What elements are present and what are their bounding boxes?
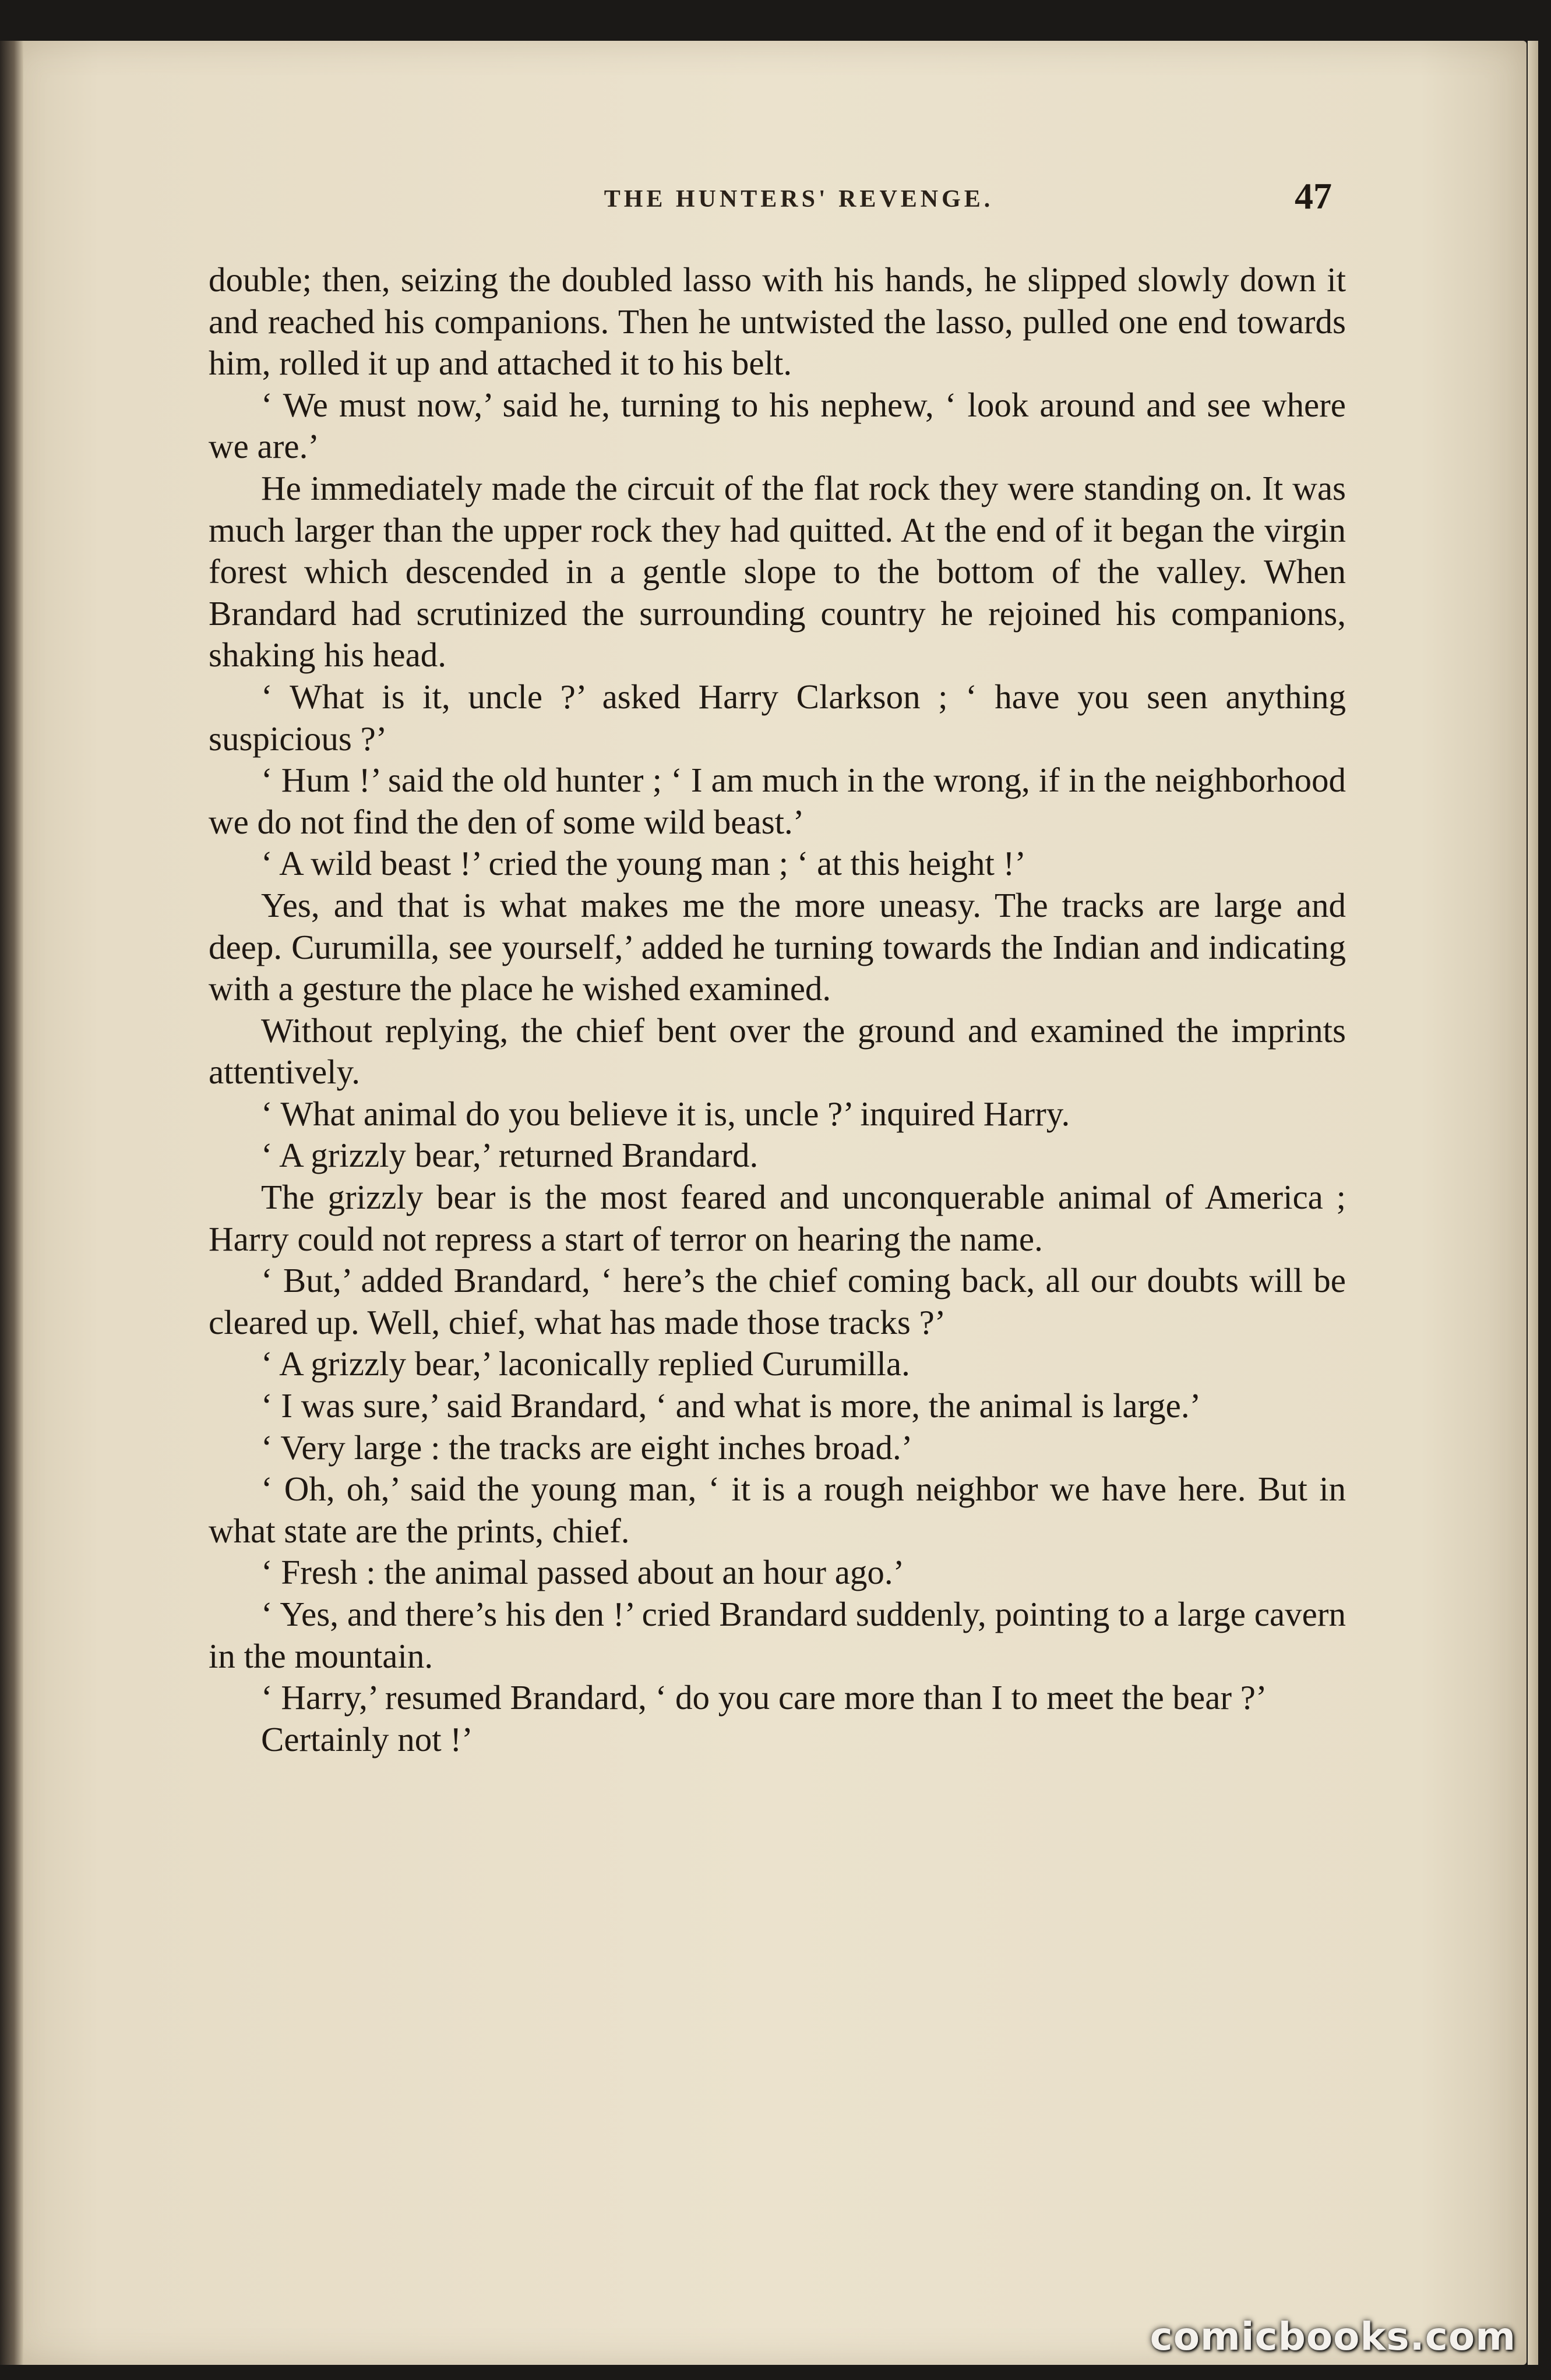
running-title: THE HUNTERS' REVENGE. [604,186,994,213]
paragraph: Yes, and that is what makes me the more uneasy. The tracks are large and deep. Curumilla, see yourself,’ added he turning towards the Indian and indicating with a gesture the place he wished examined. [209,885,1346,1008]
paragraph: Certainly not !’ [261,1719,473,1758]
paragraph: ‘ Fresh : the animal passed about an hour ago.’ [261,1553,905,1592]
watermark: comicbooks.com [1150,2314,1516,2359]
paragraph: ‘ I was sure,’ said Brandard, ‘ and what is more, the animal is large.’ [261,1386,1201,1425]
page-edge [1528,41,1538,2365]
paragraph: ‘ A grizzly bear,’ returned Brandard. [261,1136,759,1175]
book-spine [0,41,23,2365]
paragraph: The grizzly bear is the most feared and unconquerable animal of America ; Harry could not repress a start of terror on hearing the name. [209,1178,1346,1258]
body-text [209,259,1346,1760]
paragraph: ‘ A grizzly bear,’ laconically replied Curumilla. [261,1344,910,1383]
paragraph: ‘ Very large : the tracks are eight inches broad.’ [261,1428,913,1467]
paragraph: double; then, seizing the doubled lasso with his hands, he slipped slowly down it and reached his companions. Then he untwisted the lasso, pulled one end towards him, rolled it up and attached it to his belt. [209,260,1346,383]
paragraph: ‘ But,’ added Brandard, ‘ here’s the chief coming back, all our doubts will be cleared up. Well, chief, what has made those tracks ?’ [209,1261,1346,1341]
paragraph: ‘ What is it, uncle ?’ asked Harry Clarkson ; ‘ have you seen anything suspicious ?’ [209,677,1346,758]
paragraph: ‘ Hum !’ said the old hunter ; ‘ I am much in the wrong, if in the neighborhood we do not find the den of some wild beast.’ [209,761,1346,841]
page-number: 47 [1295,175,1332,217]
paragraph: Without replying, the chief bent over the ground and examined the imprints attentively. [209,1011,1346,1092]
paragraph: ‘ Yes, and there’s his den !’ cried Brandard suddenly, pointing to a large cavern in the mountain. [209,1595,1346,1675]
paragraph: ‘ A wild beast !’ cried the young man ; ‘ at this height !’ [261,844,1026,883]
paragraph: ‘ Harry,’ resumed Brandard, ‘ do you care more than I to meet the bear ?’ [261,1678,1267,1717]
paragraph: ‘ What animal do you believe it is, uncle ?’ inquired Harry. [261,1094,1070,1133]
paragraph: He immediately made the circuit of the flat rock they were standing on. It was much larger than the upper rock they had quitted. At the end of it began the virgin forest which descended in a gentle slope to the bottom of the valley. When Brandard had scrutinized the surrounding country he rejoined his companions, shaking his head. [209,468,1346,675]
paragraph: ‘ We must now,’ said he, turning to his nephew, ‘ look around and see where we are.’ [209,385,1346,466]
paragraph: ‘ Oh, oh,’ said the young man, ‘ it is a rough neighbor we have here. But in what state are the prints, chief. [209,1470,1346,1550]
